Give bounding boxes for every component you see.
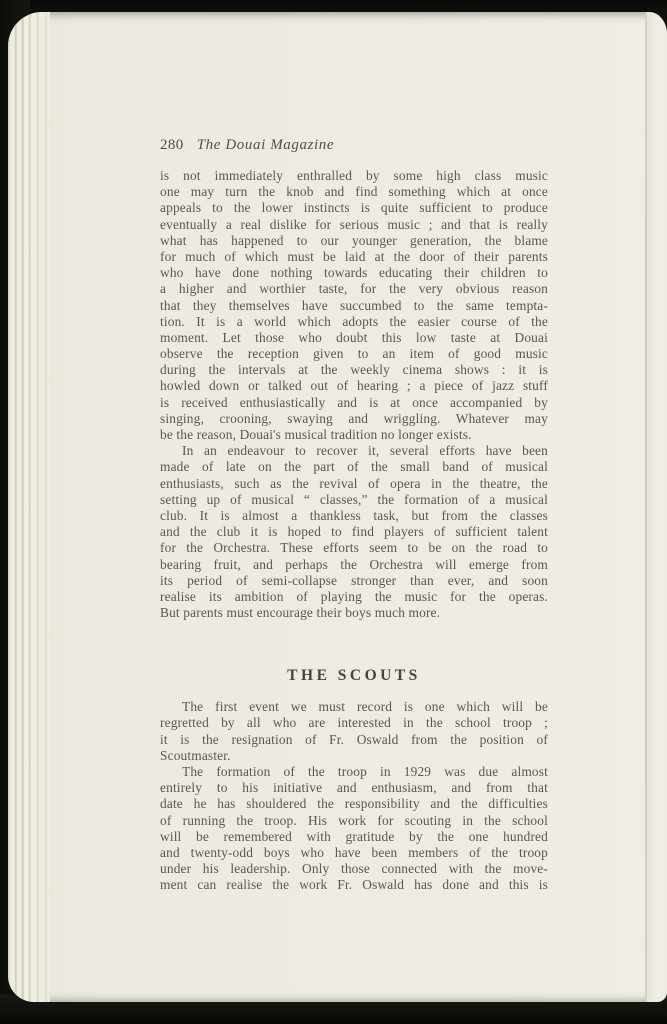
text-line: under his leadership. Only those connected with the move- (160, 861, 548, 877)
text-line: of running the troop. His work for scouting in the school (160, 812, 548, 828)
text-line: moment. Let those who doubt this low taste at Douai (160, 329, 548, 345)
text-line: and twenty-odd boys who have been members of the troop (160, 844, 548, 860)
text-line: date he has shouldered the responsibility and the difficulties (160, 796, 548, 812)
text-line: appeals to the lower instincts is quite sufficient to produce (160, 200, 548, 216)
text-line: be the reason, Douai's musical tradition no longer exists. (160, 427, 472, 442)
book-page (8, 12, 667, 1002)
next-page-edge (647, 12, 667, 1002)
text-line: realise its ambition of playing the music for the operas. (160, 588, 548, 604)
magazine-title: The Douai Magazine (196, 137, 335, 153)
page-header (160, 137, 548, 154)
text-line: its period of semi-collapse stronger than ever, and soon (160, 572, 548, 588)
text-line: who have done nothing towards educating their children to (160, 265, 548, 281)
text-line: for much of which must be laid at the door of their parents (160, 248, 548, 264)
page-number: 280 (160, 137, 184, 153)
text-line: made of late on the part of the small band of musical (160, 459, 548, 475)
text-line: club. It is almost a thankless task, but from the classes (160, 507, 548, 523)
text-line: ment can realise the work Fr. Oswald has done and this is (160, 877, 548, 893)
text-body (160, 168, 548, 894)
stacked-page-edges (8, 12, 50, 1002)
text-line: Scoutmaster. (160, 747, 231, 763)
text-line: it is the resignation of Fr. Oswald from the position of (160, 731, 548, 747)
text-line: singing, crooning, swaying and wriggling. Whatever may (160, 410, 548, 426)
text-line: The formation of the troop in 1929 was due almost (182, 764, 548, 779)
text-line: setting up of musical “ classes,” the formation of a musical (160, 491, 548, 507)
text-line: is not immediately enthralled by some high class music (160, 168, 548, 183)
text-line: observe the reception given to an item of good music (160, 346, 548, 362)
text-line: In an endeavour to recover it, several efforts have been (182, 443, 548, 459)
text-line: howled down or talked out of hearing ; a piece of jazz stuff (160, 378, 548, 394)
text-line: bearing fruit, and perhaps the Orchestra will emerge from (160, 556, 548, 572)
text-line: a higher and worthier taste, for the very obvious reason (160, 281, 548, 297)
text-line: But parents must encourage their boys much more. (160, 605, 441, 621)
text-line: will be remembered with gratitude by the one hundred (160, 828, 548, 844)
text-line: one may turn the knob and find something which at once (160, 184, 548, 200)
body-paragraph (160, 764, 548, 894)
text-line: regretted by all who are interested in the school troop ; (160, 715, 548, 731)
text-line: enthusiasts, such as the revival of opera in the theatre, the (160, 475, 548, 491)
body-paragraph (160, 699, 548, 764)
text-line: The first event we must record is one which will be (182, 699, 548, 715)
page-fold-crease (645, 12, 647, 1002)
text-line: during the intervals at the weekly cinema shows : it is (160, 362, 548, 378)
text-line: tion. It is a world which adopts the easier course of the (160, 313, 548, 329)
body-paragraph (160, 443, 548, 621)
text-line: what has happened to our younger generation, the blame (160, 232, 548, 248)
text-line: for the Orchestra. These efforts seem to be on the road to (160, 540, 548, 556)
text-line: eventually a real dislike for serious music ; and that is really (160, 216, 548, 232)
body-paragraph (160, 168, 548, 443)
text-line: entirely to his initiative and enthusiasm, and from that (160, 780, 548, 796)
section-heading: THE SCOUTS (287, 667, 421, 685)
text-line: is received enthusiastically and is at once accompanied by (160, 394, 548, 410)
text-line: and the club it is hoped to find players of sufficient talent (160, 524, 548, 540)
printed-text-block (160, 137, 548, 894)
text-line: that they themselves have succumbed to the same tempta- (160, 297, 548, 313)
